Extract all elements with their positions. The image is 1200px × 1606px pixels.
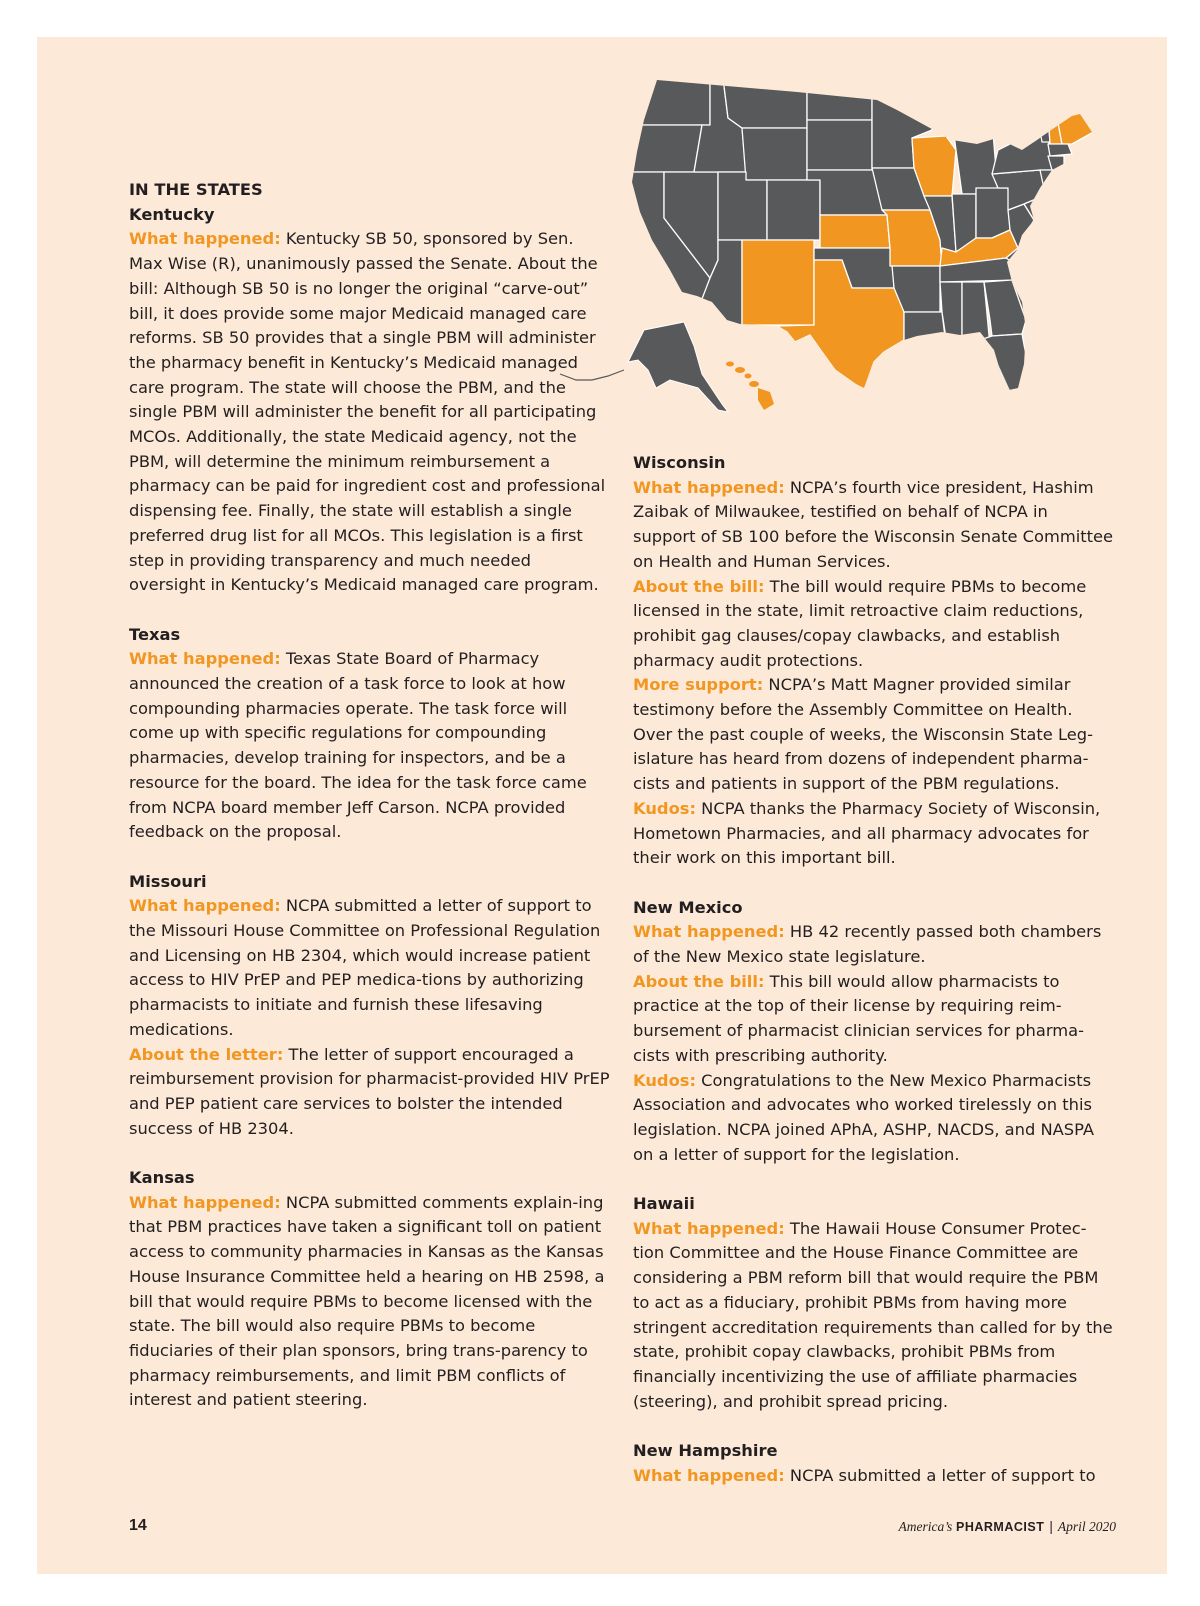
footer-separator: | xyxy=(1049,1519,1053,1534)
state-heading-new-mexico: New Mexico xyxy=(633,897,743,917)
texas-text: Texas State Board of Pharmacy announced the creation of a task force to look at how compounding pharmacies operate. The task force will come up with specific regulations for compounding pharmacies, develop training for inspectors, and be a resource for the board. The idea for the task force came from NCPA board member Jeff Carson. NCPA provided feedback on the proposal. xyxy=(129,649,587,842)
wisconsin-label-3: More support: xyxy=(633,675,764,695)
kansas-label: What happened: xyxy=(129,1192,281,1212)
kansas-text: NCPA submitted comments explain-ing that PBM practices have taken a significant toll on patient access to community pharmacies in Kansas as the Kansas House Insurance Committee held a hearing on HB 2598, a bill that would require PBMs to become licensed with the state. The bill would also require PBMs to become fiduciaries of their plan sponsors, bring trans-parency to pharmacy reimbursements, and limit PBM conflicts of interest and patient steering. xyxy=(129,1192,605,1410)
texas-label: What happened: xyxy=(129,649,281,669)
state-wyoming xyxy=(742,128,807,180)
state-ohio xyxy=(976,188,1010,238)
section-title: IN THE STATES xyxy=(129,180,263,199)
state-new-mexico xyxy=(742,240,814,325)
new-mexico-label-2: About the bill: xyxy=(633,971,765,991)
state-alaska xyxy=(628,322,728,412)
texas-paragraph xyxy=(129,647,611,845)
kentucky-text: Kentucky SB 50, sponsored by Sen. Max Wise (R), unanimously passed the Senate. About the bill: Although SB 50 is no longer the original “carve-out” bill, it does provide some major Medicaid managed care reforms. SB 50 provides that a single PBM will administer the pharmacy benefit in Kentucky’s Medicaid managed care program. The state will choose the PBM, and the single PBM will administer the benefit for all participating MCOs. Additionally, the state Medicaid agency, not the PBM, will determine the minimum reimbursement a pharmacy can be paid for ingredient cost and professional dispensing fee. Finally, the state will establish a single preferred drug list for all MCOs. This legislation is a first step in providing transparency and much needed oversight in Kentucky’s Medicaid managed care program. xyxy=(129,229,606,595)
hawaii-paragraph xyxy=(633,1217,1115,1415)
wisconsin-paragraph-1 xyxy=(633,476,1115,575)
missouri-label-2: About the letter: xyxy=(129,1044,284,1064)
state-massachusetts xyxy=(1048,144,1072,156)
new-mexico-text-3: Congratulations to the New Mexico Pharmacists Association and advocates who worked tirelessly on this legislation. NCPA joined APhA, ASHP, NACDS, and NASPA on a letter of support for the legislation. xyxy=(633,1070,1095,1164)
state-north-dakota xyxy=(807,70,872,120)
new-mexico-label-3: Kudos: xyxy=(633,1070,696,1090)
state-hawaii xyxy=(726,362,774,411)
state-georgia xyxy=(984,280,1026,336)
state-heading-hawaii: Hawaii xyxy=(633,1194,695,1214)
state-heading-wisconsin: Wisconsin xyxy=(633,453,726,472)
state-heading-kentucky: Kentucky xyxy=(129,204,215,224)
wisconsin-paragraph-3 xyxy=(633,673,1115,797)
wisconsin-label-4: Kudos: xyxy=(633,798,696,818)
new-mexico-text-1: HB 42 recently passed both chambers of the New Mexico state legislature. xyxy=(633,922,1102,967)
missouri-label-1: What happened: xyxy=(129,896,281,916)
new-mexico-paragraph-2 xyxy=(633,970,1115,1069)
wisconsin-paragraph-2 xyxy=(633,575,1115,674)
footer-masthead xyxy=(898,1519,1116,1535)
new-mexico-paragraph-3 xyxy=(633,1069,1115,1168)
new-mexico-text-2: This bill would allow pharmacists to practice at the top of their license by requiring reim-bursement of pharmacist clinician services for pharma-cists with prescribing authority. xyxy=(633,971,1084,1065)
right-column xyxy=(633,451,1115,1488)
magazine-brand: PHARMACIST xyxy=(956,1520,1045,1534)
kansas-paragraph xyxy=(129,1191,611,1413)
state-kansas xyxy=(820,215,890,248)
us-states-map xyxy=(552,70,1132,440)
new-hampshire-text: NCPA submitted a letter of support to xyxy=(784,1465,1096,1485)
kentucky-label: What happened: xyxy=(129,229,281,249)
wisconsin-paragraph-4 xyxy=(633,797,1115,871)
state-new-jersey xyxy=(1040,170,1056,198)
kentucky-paragraph xyxy=(129,227,611,598)
left-column xyxy=(129,178,611,1413)
state-heading-new-hampshire: New Hampshire xyxy=(633,1441,778,1461)
wisconsin-label-1: What happened: xyxy=(633,477,785,497)
wisconsin-text-1: NCPA’s fourth vice president, Hashim Zaibak of Milwaukee, testified on behalf of NCPA in support of SB 100 before the Wisconsin Senate Committee on Health and Human Services. xyxy=(633,477,1114,571)
state-heading-texas: Texas xyxy=(129,624,181,644)
wisconsin-text-2: The bill would require PBMs to become licensed in the state, limit retroactive claim reductions, prohibit gag clauses/copay clawbacks, and establish pharmacy audit protections. xyxy=(633,576,1087,670)
wisconsin-text-4: NCPA thanks the Pharmacy Society of Wisconsin, Hometown Pharmacies, and all pharmacy advocates for their work on this important bill. xyxy=(633,798,1101,868)
missouri-text-2: The letter of support encouraged a reimbursement provision for pharmacist-provided HIV PrEP and PEP patient care services to bolster the intended success of HB 2304. xyxy=(129,1044,610,1138)
missouri-text-1: NCPA submitted a letter of support to the Missouri House Committee on Professional Regulation and Licensing on HB 2304, which would increase patient access to HIV PrEP and PEP medica-tions by authorizing pharmacists to initiate and furnish these lifesaving medications. xyxy=(129,896,601,1039)
page-number: 14 xyxy=(129,1517,147,1534)
new-hampshire-label: What happened: xyxy=(633,1465,785,1485)
state-heading-missouri: Missouri xyxy=(129,871,207,891)
magazine-prefix: America’s xyxy=(898,1519,953,1534)
state-michigan xyxy=(952,120,998,194)
state-oregon xyxy=(632,125,702,172)
state-mississippi xyxy=(940,282,962,352)
state-colorado xyxy=(767,180,820,240)
wisconsin-label-2: About the bill: xyxy=(633,576,765,596)
state-north-carolina xyxy=(1012,252,1062,280)
wisconsin-text-3: NCPA’s Matt Magner provided similar testimony before the Assembly Committee on Health. Over the past couple of weeks, the Wisconsin State Leg-islature has heard from dozens of independent pharma-cists and patients in support of the PBM regulations. xyxy=(633,675,1094,794)
state-montana xyxy=(722,70,807,128)
hawaii-label: What happened: xyxy=(633,1218,785,1238)
missouri-paragraph-2 xyxy=(129,1043,611,1142)
new-mexico-paragraph-1 xyxy=(633,920,1115,969)
state-south-dakota xyxy=(807,120,872,170)
state-heading-kansas: Kansas xyxy=(129,1168,195,1188)
missouri-paragraph-1 xyxy=(129,894,611,1042)
hawaii-text: The Hawaii House Consumer Protec-tion Committee and the House Finance Committee are considering a PBM reform bill that would require the PBM to act as a fiduciary, prohibit PBMs from having more stringent accreditation requirements than called for by the state, prohibit copay clawbacks, prohibit PBMs from financially incentivizing the use of affiliate pharmacies (steering), and prohibit spread pricing. xyxy=(633,1218,1113,1411)
state-florida xyxy=(962,334,1028,392)
new-hampshire-paragraph xyxy=(633,1464,1115,1489)
state-washington xyxy=(632,70,710,125)
state-utah xyxy=(718,172,767,240)
new-mexico-label-1: What happened: xyxy=(633,922,785,942)
state-louisiana xyxy=(904,312,948,362)
issue-date: April 2020 xyxy=(1057,1519,1116,1534)
